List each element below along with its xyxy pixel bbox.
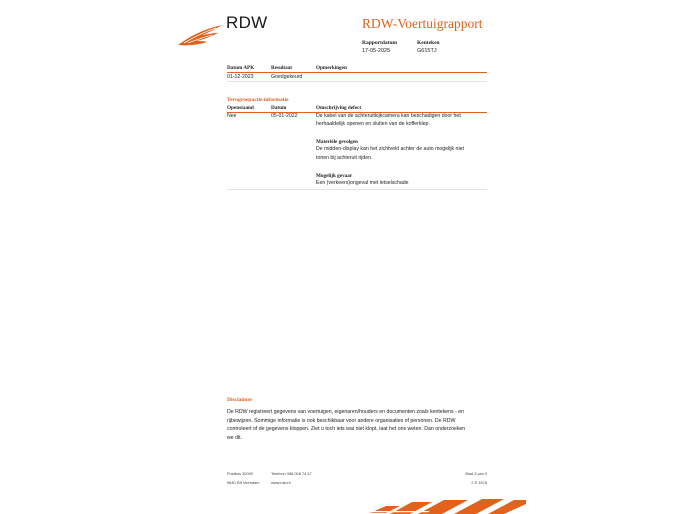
report-date-label: Rapportdatum [362, 40, 398, 46]
rdw-logo-icon [178, 24, 222, 46]
decorative-stripes-icon [370, 498, 526, 514]
material-consequences-text: De midden-display kan het zichtveld achter de auto mogelijk niet tonen bij achteruit rijden. [316, 146, 464, 161]
recall-open-value: Nee [227, 113, 237, 119]
license-plate-value: G615TJ [417, 47, 437, 54]
apk-row-date: 01-12-2023 [227, 73, 254, 80]
license-plate-label: Kenteken [417, 40, 440, 46]
possible-danger-label: Mogelijk gevaar [316, 172, 353, 179]
recall-header-open: Openstaand [227, 104, 254, 111]
apk-row-result: Goedgekeurd [271, 73, 303, 80]
recall-defect-description: De kabel van de achteruitkijkcamera kan beschadigen door het herhaaldelijk openen en sluiten van de kofferklep. [316, 112, 461, 128]
apk-header-result: Resultaat [271, 65, 293, 71]
apk-header-remarks: Opmerkingen [316, 65, 347, 71]
material-consequences-label: Materiële gevolgen [316, 138, 358, 145]
possible-danger-text: Een (verkeers)ongeval met letselschade [316, 180, 409, 186]
brand-name: RDW [226, 13, 268, 32]
disclaimer-text: De RDW registreert gegevens van voertuigen, eigenaren/houders en documenten zoals kentekens - en rijbewijzen. Sommige informatie is ook beschikbaar voor andere organisaties of personen. De RDW controleert of de gegevens kloppen. Ziet u toch iets wat niet klopt, laat het ons weten. Dan onderzoeken we dit. [227, 409, 466, 441]
report-title: RDW-Voertuigrapport [362, 16, 483, 31]
report-date-value: 17-05-2025 [362, 47, 391, 54]
recall-header-defect: Omschrijving defect [316, 104, 362, 111]
apk-row-rule [227, 81, 487, 82]
disclaimer-title: Disclaimer [227, 397, 253, 403]
footer-postbus: Postbus 30000 [227, 471, 253, 476]
recall-section-title: Terugroepactie informatie [227, 96, 289, 103]
recall-row-rule [227, 189, 487, 190]
footer-address: 9640 RA Veendam [227, 480, 260, 485]
recall-header-date: Datum [271, 104, 287, 111]
footer-phone: Telefoon 088 008 74 47 [271, 471, 312, 476]
footer-doc-code: 2 E 1678 [471, 480, 487, 485]
recall-date-value: 05-01-2022 [271, 113, 298, 119]
apk-header-rule [227, 72, 487, 73]
footer-page-number: Blad 3 van 3 [465, 471, 487, 476]
footer-website[interactable]: www.rdw.nl [271, 480, 291, 485]
apk-header-date: Datum APK [227, 65, 255, 71]
